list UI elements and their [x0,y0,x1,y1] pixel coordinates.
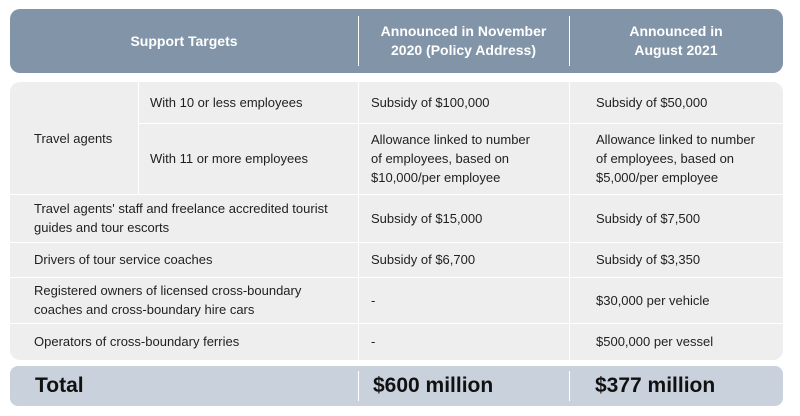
column-divider [138,82,139,194]
cell-nov2020: - [371,292,376,308]
total-divider [358,371,359,401]
cell-nov2020: - [371,334,376,349]
cell-aug2021: Subsidy of $50,000 [596,95,708,110]
row-label-cross-boundary-coaches: Registered owners of licensed cross-boundary coaches and cross-boundary hire cars [34,283,302,317]
header-announced-aug-2021: Announced in August 2021 [629,23,723,58]
cell-nov2020: Subsidy of $6,700 [371,252,476,267]
row-label-travel-agents: Travel agents [34,130,113,146]
cell-aug2021: Allowance linked to number of employees, based on $5,000/per employee [596,132,755,185]
total-divider [569,371,570,401]
table-body [10,82,783,360]
total-label: Total [35,374,84,397]
row-label-staff-guides-escorts: Travel agents' staff and freelance accredited tourist guides and tour escorts [34,201,328,235]
cell-nov2020: Allowance linked to number of employees, based on $10,000/per employee [371,132,530,185]
sublabel-10-or-less: With 10 or less employees [150,95,303,110]
cell-aug2021: $30,000 per vehicle [596,292,710,308]
table-header [10,9,783,73]
total-nov2020: $600 million [373,374,494,397]
total-row [10,366,783,406]
cell-aug2021: Subsidy of $7,500 [596,210,701,226]
cell-aug2021: Subsidy of $3,350 [596,252,701,267]
cell-nov2020: Subsidy of $100,000 [371,95,490,110]
cell-nov2020: Subsidy of $15,000 [371,210,483,226]
row-label-cross-boundary-ferries: Operators of cross-boundary ferries [34,334,240,349]
header-announced-nov-2020: Announced in November 2020 (Policy Address) [380,23,547,58]
header-support-targets: Support Targets [130,32,238,49]
cell-aug2021: $500,000 per vessel [596,334,714,349]
sublabel-11-or-more: With 11 or more employees [150,151,308,166]
total-aug2021: $377 million [595,374,716,397]
row-label-coach-drivers: Drivers of tour service coaches [34,252,213,267]
